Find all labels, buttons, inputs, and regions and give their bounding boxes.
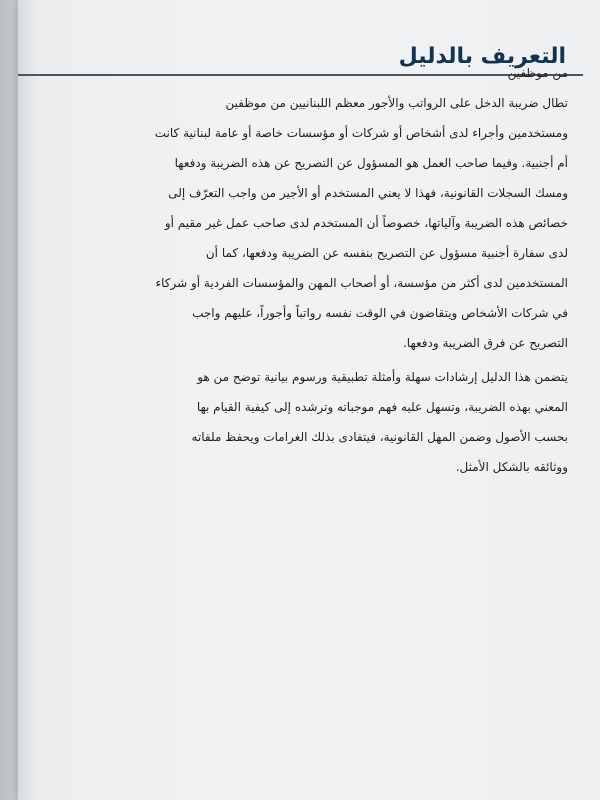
paragraph-line: ومستخدمين وأجراء لدى أشخاص أو شركات أو مؤسسات خاصة أو عامة لبنانية كانت xyxy=(154,126,568,140)
paragraph-line: يتضمن هذا الدليل إرشادات سهلة وأمثلة تطبيقية ورسوم بيانية توضح من هو xyxy=(197,370,568,384)
paragraph-line: ووثائقه بالشكل الأمثل. xyxy=(455,460,568,474)
paragraph-line: تطال ضريبة الدخل على الرواتب والأجور معظم اللبنانيين من موظفين xyxy=(225,96,568,110)
intro-paragraph xyxy=(28,58,568,358)
paragraph-line: خصائص هذه الضريبة وآلياتها، خصوصاً أن المستخدم لدى صاحب عمل غير مقيم أو xyxy=(164,216,568,230)
paragraph-line: التصريح عن فرق الضريبة ودفعها. xyxy=(402,336,568,350)
paragraph-line: المعني بهذه الضريبة، وتسهل عليه فهم موجباته وترشده إلى كيفية القيام بها xyxy=(196,400,568,414)
book-spine xyxy=(0,0,18,800)
paragraph-line: أم أجنبية. وفيما صاحب العمل هو المسؤول عن التصريح عن هذه الضريبة ودفعها xyxy=(174,156,568,170)
page-title: التعريف بالدليل xyxy=(398,44,566,69)
paragraph-line: لدى سفارة أجنبية مسؤول عن التصريح بنفسه عن الضريبة ودفعها، كما أن xyxy=(205,246,568,260)
paragraph-line: في شركات الأشخاص ويتقاضون في الوقت نفسه رواتباً وأجوراً، عليهم واجب xyxy=(192,306,568,320)
paragraph-line: ومسك السجلات القانونية، فهذا لا يعني المستخدم أو الأجير من واجب التعرّف إلى xyxy=(168,186,568,200)
paragraph-line: المستخدمين لدى أكثر من مؤسسة، أو أصحاب المهن والمؤسسات الفردية أو شركاء xyxy=(155,276,568,290)
paragraph-line: من موظفين xyxy=(507,66,568,80)
guide-contents-paragraph xyxy=(28,362,568,482)
paragraph-line: بحسب الأصول وضمن المهل القانونية، فيتفادى بذلك الغرامات ويحفظ ملفاته xyxy=(191,430,568,444)
